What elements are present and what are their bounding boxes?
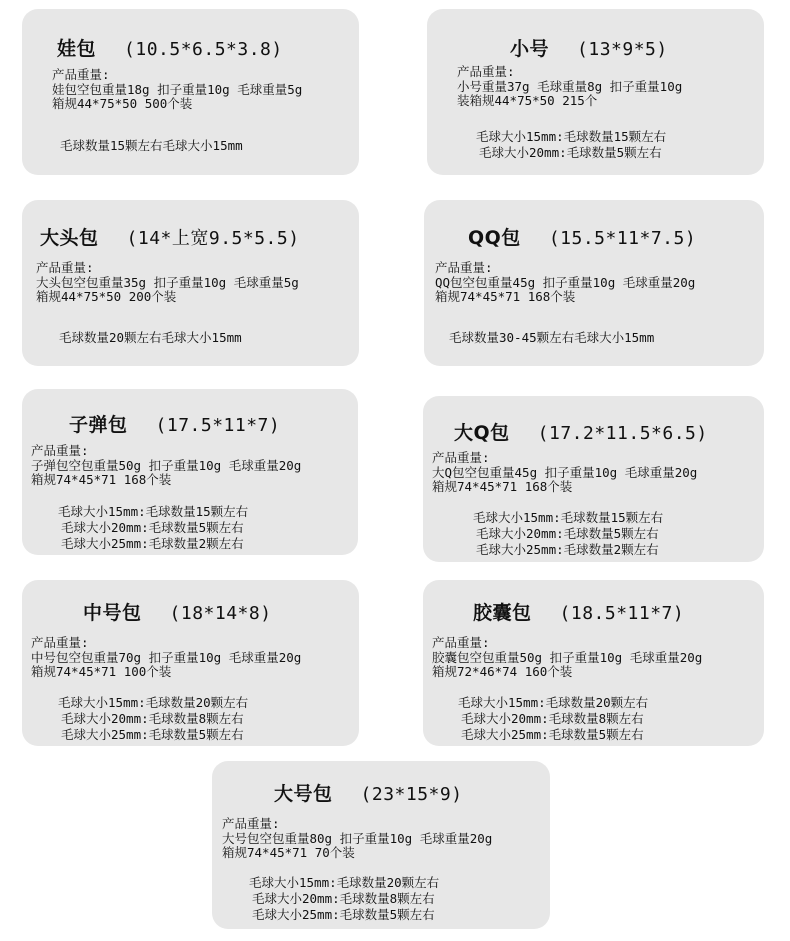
product-dimensions: (18*14*8) xyxy=(169,603,272,624)
card-title xyxy=(454,418,708,445)
product-name: 小号 xyxy=(510,38,550,60)
card-title xyxy=(274,779,463,806)
ball-info xyxy=(249,875,439,923)
ball-line: 毛球大小15mm:毛球数量15颗左右 xyxy=(58,504,249,519)
weight-info xyxy=(222,817,492,861)
product-card-zhonghaobao xyxy=(22,580,359,746)
ball-line: 毛球大小15mm:毛球数量20颗左右 xyxy=(249,875,440,890)
ball-info xyxy=(58,504,248,552)
box-spec: 装箱规44*75*50 215个 xyxy=(457,93,598,108)
product-name: 大头包 xyxy=(40,227,99,249)
weight-detail: 大头包空包重量35g 扣子重量10g 毛球重量5g xyxy=(36,274,299,290)
product-dimensions: (13*9*5) xyxy=(577,39,668,60)
weight-detail: 大Q包空包重量45g 扣子重量10g 毛球重量20g xyxy=(432,464,698,480)
product-card-qqbao xyxy=(424,200,764,366)
ball-line: 毛球大小20mm:毛球数量5颗左右 xyxy=(61,520,244,535)
box-spec: 箱规72*46*74 160个装 xyxy=(432,664,573,679)
card-title xyxy=(40,223,300,250)
card-title xyxy=(473,598,684,625)
box-spec: 箱规74*45*71 100个装 xyxy=(31,664,172,679)
ball-info xyxy=(458,695,648,743)
product-card-jiaonangbao xyxy=(423,580,764,746)
product-card-datoubao xyxy=(22,200,359,366)
weight-label: 产品重量: xyxy=(432,635,490,650)
weight-label: 产品重量: xyxy=(36,260,94,275)
card-title xyxy=(69,410,280,437)
ball-line: 毛球大小25mm:毛球数量5颗左右 xyxy=(252,907,435,922)
weight-label: 产品重量: xyxy=(31,635,89,650)
ball-line: 毛球大小15mm:毛球数量20颗左右 xyxy=(458,695,649,710)
product-dimensions: (17.5*11*7) xyxy=(155,415,281,436)
weight-detail: 小号重量37g 毛球重量8g 扣子重量10g xyxy=(457,78,683,94)
card-title xyxy=(57,34,283,61)
weight-info xyxy=(432,636,702,680)
box-spec: 箱规44*75*50 500个装 xyxy=(52,96,193,111)
ball-line: 毛球数量30-45颗左右毛球大小15mm xyxy=(449,330,655,345)
ball-line: 毛球大小15mm:毛球数量20颗左右 xyxy=(58,695,249,710)
product-dimensions: (18.5*11*7) xyxy=(559,603,685,624)
product-card-zidanbao xyxy=(22,389,358,555)
ball-info xyxy=(60,138,243,154)
ball-info xyxy=(449,330,654,346)
ball-line: 毛球大小20mm:毛球数量5颗左右 xyxy=(479,145,662,160)
product-dimensions: (23*15*9) xyxy=(360,784,463,805)
ball-line: 毛球大小25mm:毛球数量5颗左右 xyxy=(461,727,644,742)
weight-info xyxy=(36,261,299,305)
product-dimensions: (14*上宽9.5*5.5) xyxy=(126,228,300,249)
ball-line: 毛球大小25mm:毛球数量2颗左右 xyxy=(61,536,244,551)
weight-info xyxy=(31,444,301,488)
weight-info xyxy=(52,68,302,112)
weight-label: 产品重量: xyxy=(31,443,89,458)
card-title xyxy=(468,223,696,250)
product-card-wabao xyxy=(22,9,359,175)
box-spec: 箱规74*45*71 168个装 xyxy=(31,472,172,487)
ball-line: 毛球大小25mm:毛球数量2颗左右 xyxy=(476,542,659,557)
product-name: 娃包 xyxy=(57,38,97,60)
product-card-xiaohao xyxy=(427,9,764,175)
weight-detail: 中号包空包重量70g 扣子重量10g 毛球重量20g xyxy=(31,649,302,665)
product-dimensions: (17.2*11.5*6.5) xyxy=(537,423,708,444)
weight-detail: 胶囊包空包重量50g 扣子重量10g 毛球重量20g xyxy=(432,649,703,665)
weight-info xyxy=(435,261,695,305)
product-name: 子弹包 xyxy=(69,414,128,436)
weight-detail: 娃包空包重量18g 扣子重量10g 毛球重量5g xyxy=(52,81,303,97)
product-name: 大号包 xyxy=(274,783,333,805)
product-card-dahaobao xyxy=(212,761,550,929)
product-name: QQ包 xyxy=(468,227,521,249)
card-title xyxy=(510,34,668,61)
ball-line: 毛球大小15mm:毛球数量15颗左右 xyxy=(476,129,667,144)
product-card-daqbao xyxy=(423,396,764,562)
weight-detail: 子弹包空包重量50g 扣子重量10g 毛球重量20g xyxy=(31,457,302,473)
ball-info xyxy=(59,330,242,346)
weight-label: 产品重量: xyxy=(457,64,515,79)
weight-label: 产品重量: xyxy=(432,450,490,465)
ball-line: 毛球数量15颗左右毛球大小15mm xyxy=(60,138,243,153)
ball-line: 毛球大小20mm:毛球数量8颗左右 xyxy=(252,891,435,906)
ball-line: 毛球大小15mm:毛球数量15颗左右 xyxy=(473,510,664,525)
card-title xyxy=(83,598,272,625)
weight-detail: 大号包空包重量80g 扣子重量10g 毛球重量20g xyxy=(222,830,493,846)
box-spec: 箱规74*45*71 168个装 xyxy=(435,289,576,304)
ball-line: 毛球大小20mm:毛球数量5颗左右 xyxy=(476,526,659,541)
ball-info xyxy=(476,129,666,161)
box-spec: 箱规74*45*71 168个装 xyxy=(432,479,573,494)
box-spec: 箱规74*45*71 70个装 xyxy=(222,845,355,860)
ball-info xyxy=(473,510,663,558)
box-spec: 箱规44*75*50 200个装 xyxy=(36,289,177,304)
weight-info xyxy=(31,636,301,680)
ball-line: 毛球大小20mm:毛球数量8颗左右 xyxy=(61,711,244,726)
weight-label: 产品重量: xyxy=(222,816,280,831)
ball-line: 毛球大小20mm:毛球数量8颗左右 xyxy=(461,711,644,726)
weight-info xyxy=(432,451,697,495)
product-name: 中号包 xyxy=(83,602,142,624)
product-name: 胶囊包 xyxy=(473,602,532,624)
ball-line: 毛球数量20颗左右毛球大小15mm xyxy=(59,330,242,345)
weight-label: 产品重量: xyxy=(435,260,493,275)
product-name: 大Q包 xyxy=(454,422,510,444)
product-dimensions: (15.5*11*7.5) xyxy=(548,228,697,249)
weight-detail: QQ包空包重量45g 扣子重量10g 毛球重量20g xyxy=(435,274,696,290)
product-dimensions: (10.5*6.5*3.8) xyxy=(124,39,283,60)
weight-label: 产品重量: xyxy=(52,67,110,82)
weight-info xyxy=(457,65,682,109)
ball-info xyxy=(58,695,248,743)
ball-line: 毛球大小25mm:毛球数量5颗左右 xyxy=(61,727,244,742)
